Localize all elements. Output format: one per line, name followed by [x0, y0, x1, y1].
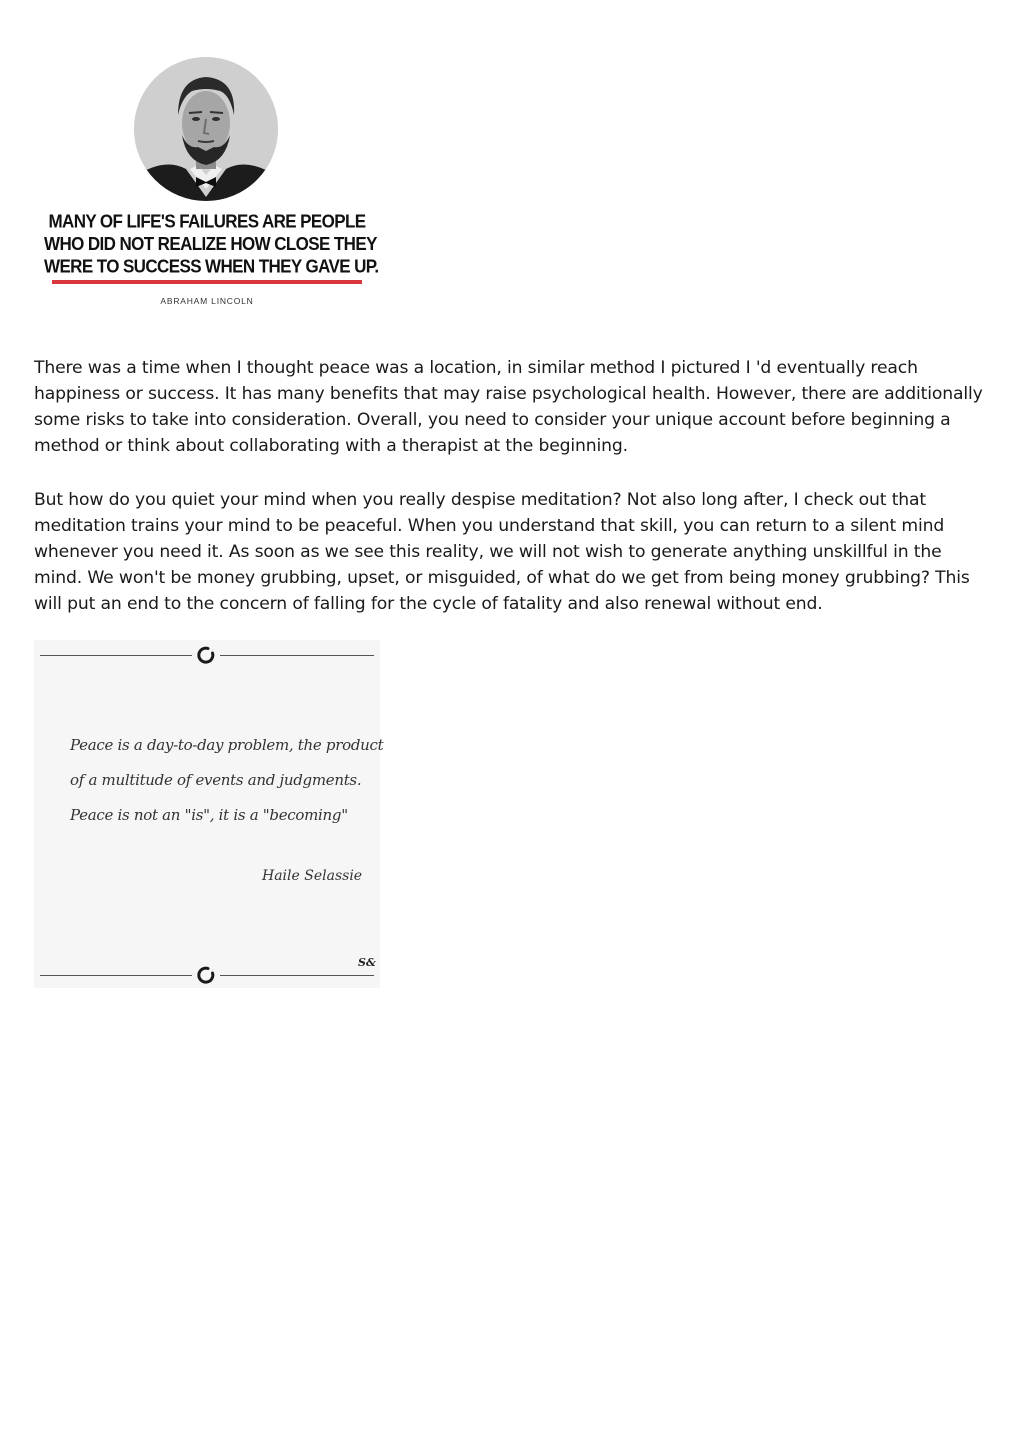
paragraph: But how do you quiet your mind when you really despise meditation? Not also long after, I check out that meditation trains your mind to be peaceful. When you understand that skill, you can return to a silent mind whenever you need it. As soon as we see this reality, we will not wish to generate anything unskillful in the mind. We won't be money grubbing, upset, or misguided, of what do we get from being money grubbing? This will put an end to the concern of falling for the cycle of fatality and also renewal without end.: [34, 490, 970, 614]
divider-line: [40, 655, 192, 656]
divider-line: [220, 975, 374, 976]
quote-line: WERE TO SUCCESS WHEN THEY GAVE UP.: [44, 256, 379, 277]
quote-author: ABRAHAM LINCOLN: [160, 296, 254, 306]
selassie-quote-image: [34, 640, 384, 988]
signature-mark: S&: [358, 956, 376, 969]
quote-line: Peace is not an "is", it is a "becoming": [70, 806, 348, 824]
quote-line: Peace is a day-to-day problem, the product: [70, 736, 384, 754]
enso-circle-icon: [197, 646, 215, 664]
lincoln-quote-text: [44, 210, 379, 278]
quote-line: MANY OF LIFE'S FAILURES ARE PEOPLE: [48, 211, 366, 232]
lincoln-portrait: [134, 57, 278, 201]
article-body: [34, 355, 994, 645]
quote-author: Haile Selassie: [262, 868, 363, 884]
lincoln-quote-image: [44, 50, 379, 314]
selassie-quote-text: [70, 728, 383, 833]
red-divider: [52, 280, 362, 284]
enso-circle-icon: [197, 966, 215, 984]
paragraph: There was a time when I thought peace was a location, in similar method I pictured I 'd eventually reach happiness or success. It has many benefits that may raise psychological health. However, there are additionally some risks to take into consideration. Overall, you need to consider your unique account before beginning a method or think about collaborating with a therapist at the beginning.: [34, 358, 983, 456]
divider-line: [40, 975, 192, 976]
divider-line: [220, 655, 374, 656]
quote-line: WHO DID NOT REALIZE HOW CLOSE THEY: [44, 233, 377, 255]
quote-line: of a multitude of events and judgments.: [70, 771, 362, 789]
